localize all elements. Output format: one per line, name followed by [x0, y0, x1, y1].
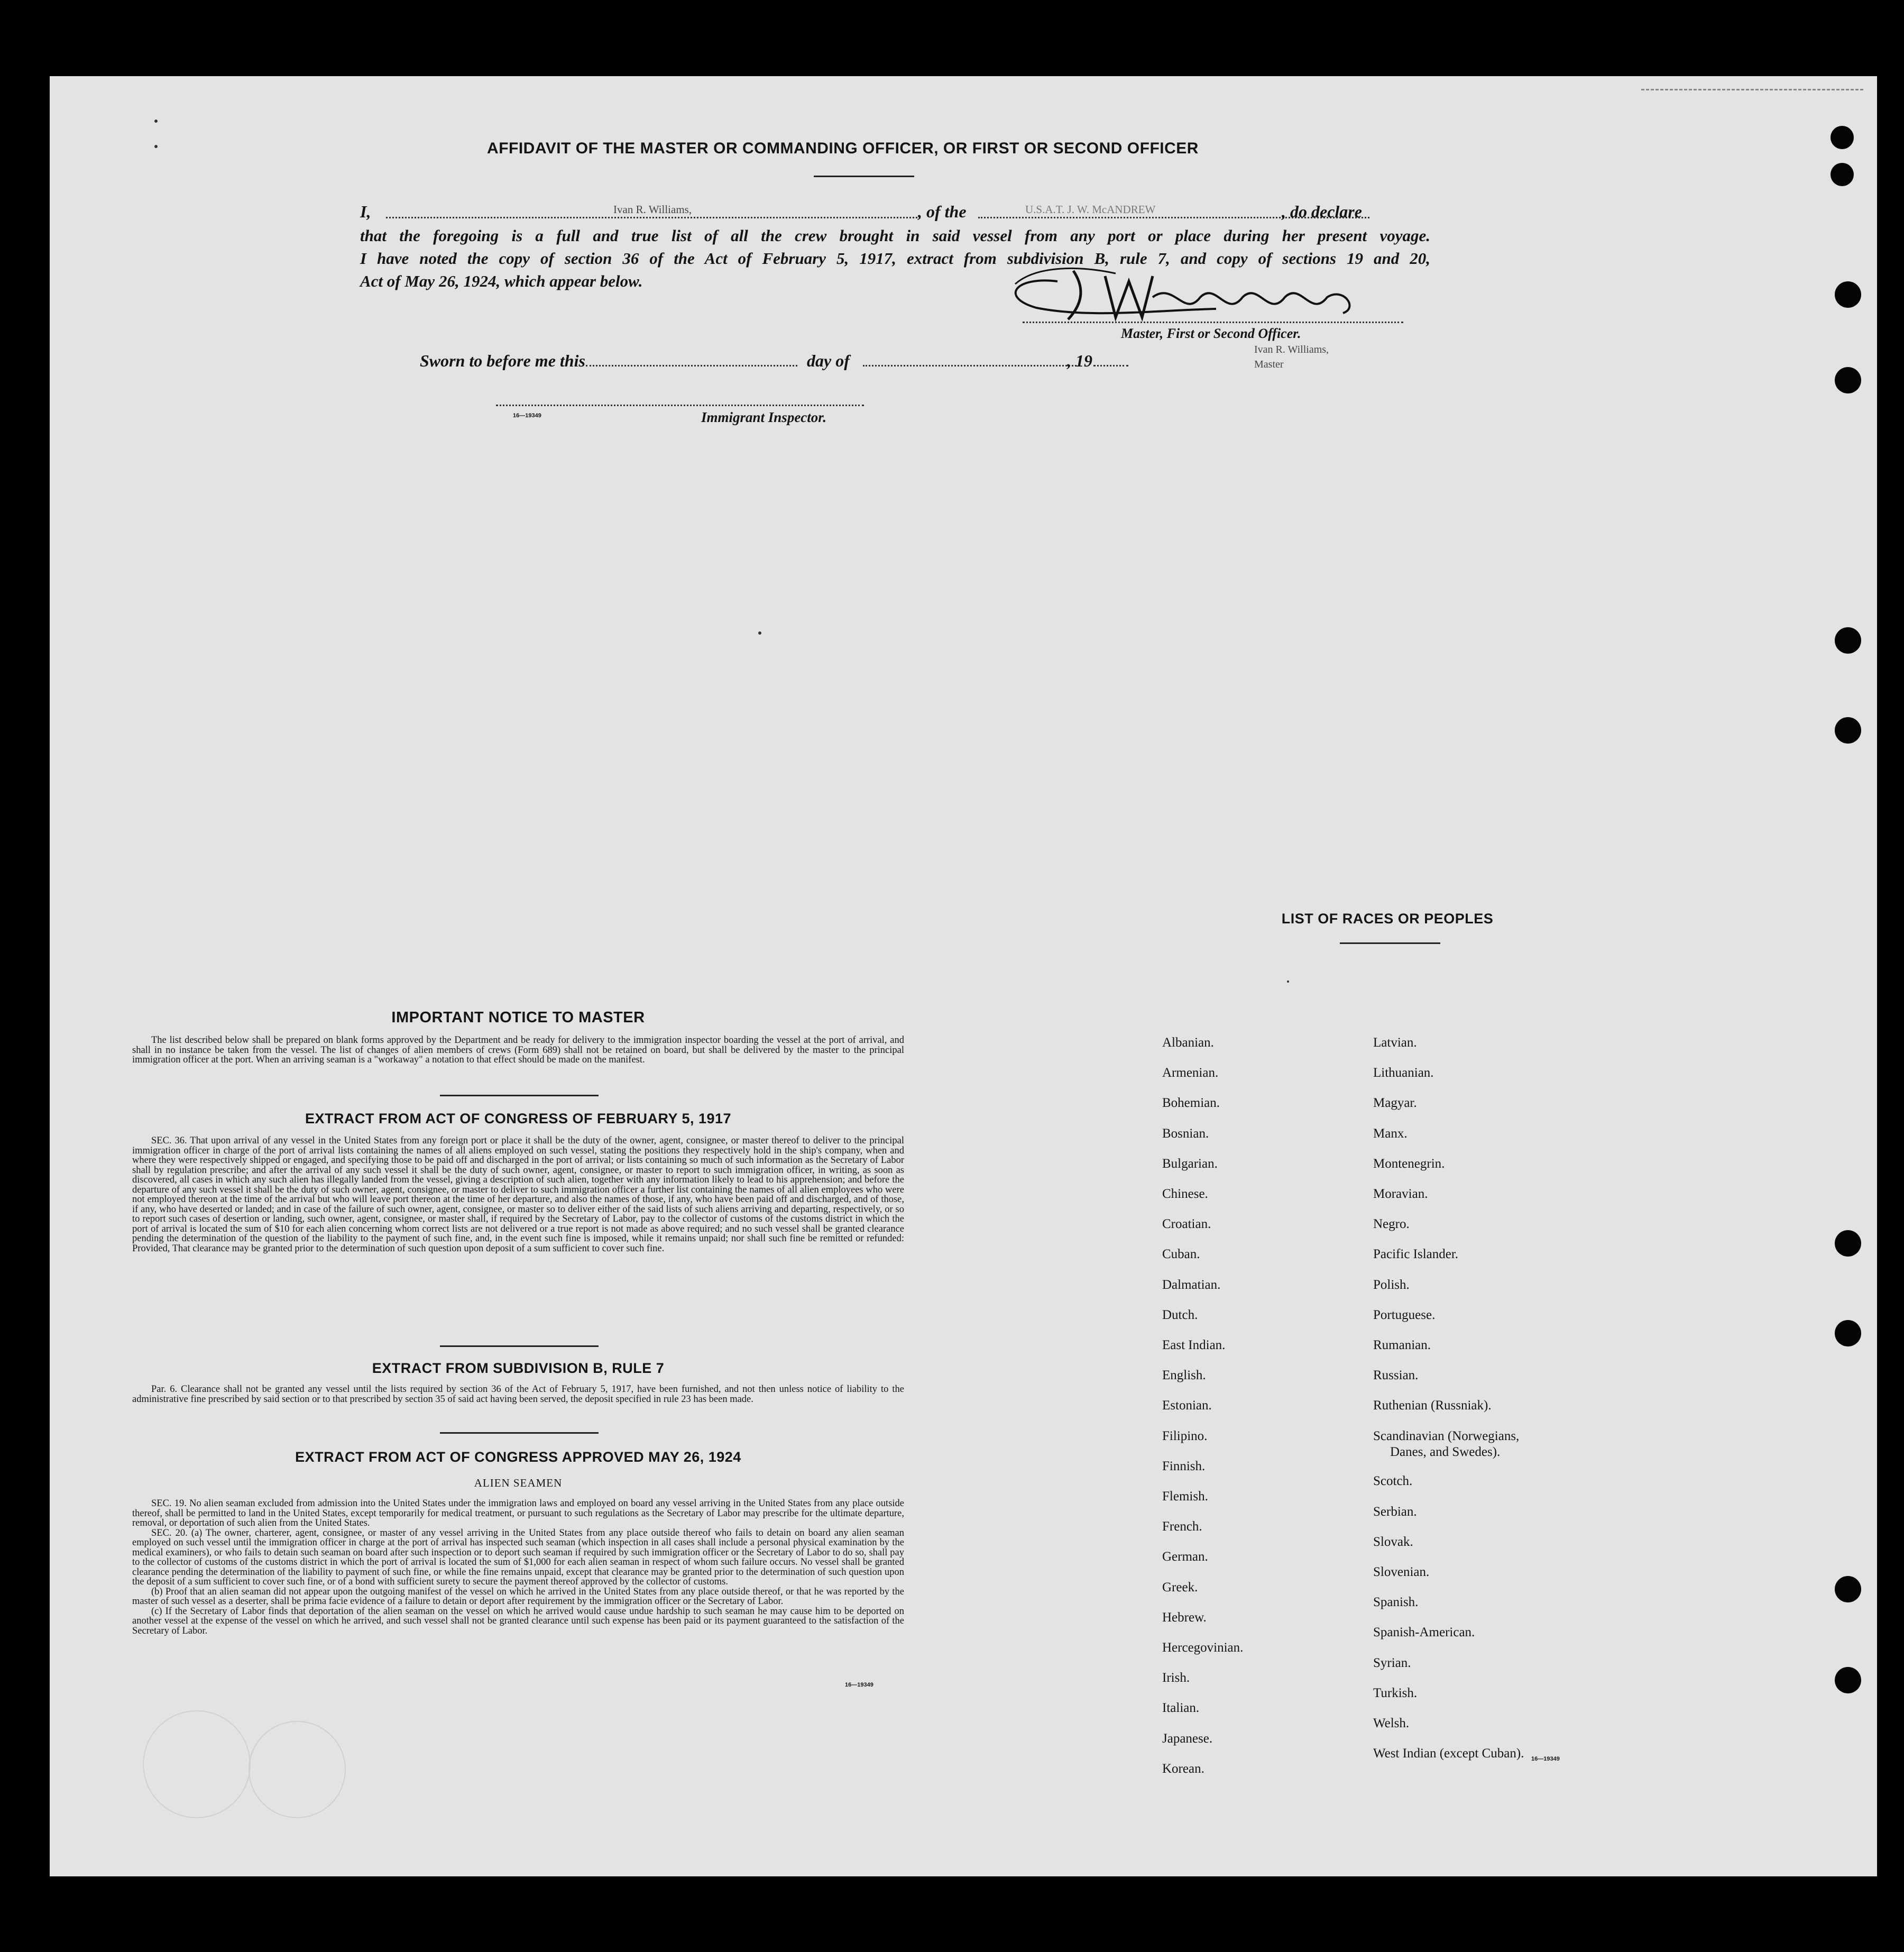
- race-item: Slovenian.: [1373, 1565, 1430, 1579]
- punch-hole: [1835, 1576, 1861, 1602]
- affidavit-line-4: Act of May 26, 1924, which appear below.: [360, 272, 643, 290]
- sworn-year-line: [1093, 365, 1128, 366]
- extract-1917-divider: [440, 1345, 599, 1347]
- top-scan-artifact: [1641, 89, 1863, 96]
- faint-stamp-2: [249, 1721, 346, 1818]
- do-declare-label: , do declare: [1282, 202, 1362, 221]
- race-item: East Indian.: [1162, 1338, 1226, 1352]
- race-item: Bohemian.: [1162, 1096, 1220, 1111]
- race-item: Dalmatian.: [1162, 1277, 1221, 1292]
- subdivision-divider: [440, 1432, 599, 1434]
- extract-form-code: 16—19349: [845, 1682, 873, 1688]
- name-typed: Ivan R. Williams,: [613, 203, 692, 216]
- race-item: Scotch.: [1373, 1474, 1413, 1489]
- race-item: Filipino.: [1162, 1428, 1208, 1443]
- subdivision-text: [132, 1385, 904, 1404]
- signature: [994, 260, 1412, 324]
- race-item: Syrian.: [1373, 1655, 1411, 1670]
- affidavit-line-2: that the foregoing is a full and true list of all the crew brought in said vessel from any port or place during her present voyage.: [360, 226, 1430, 245]
- race-item: Croatian.: [1162, 1217, 1211, 1232]
- speck: [154, 120, 158, 123]
- race-item: English.: [1162, 1368, 1206, 1383]
- race-item: Hebrew.: [1162, 1610, 1207, 1625]
- year-label: , 19: [1067, 351, 1092, 370]
- signature-line: [1023, 322, 1403, 323]
- day-of-label: day of: [807, 351, 850, 370]
- race-item: Armenian.: [1162, 1066, 1219, 1080]
- race-item: Spanish-American.: [1373, 1625, 1475, 1640]
- sec-36-paragraph: SEC. 36. That upon arrival of any vessel in the United States from any foreign port or place it shall be the duty of the owner, agent, consignee, or master thereof to deliver to the principal immigration officer in charge of the port of arrival lists containing the names of all aliens employed on such vessel, stating the positions they respectively hold in the ship's company, when and where they were respectively shipped or engaged, and specifying those to be paid off and discharged in the port of arrival; or lists containing so much of such information as the Secretary of Labor shall by regulation prescribe; and after the arrival of any such vessel it shall be the duty of such owner, agent, consignee, or master to report to such immigration officer, in writing, as soon as discovered, all cases in which any such alien has illegally landed from the vessel, giving a description of such alien, together with any information likely to lead to his apprehension; and before the departure of any such vessel it shall be the duty of such owner, agent, consignee, or master to deliver to such immigration officer a further list containing the names of all alien employees who were not employed thereon at the time of the arrival but who will leave port thereon at the time of her departure, and also the names of those, if any, who have been paid off and discharged, and of those, if any, who have deserted or landed; and in case of the failure of such owner, agent, consignee, or master so to deliver either of the said lists of such aliens arriving and departing, respectively, or so to report such cases of desertion or landing, such owner, agent, consignee, or master shall, if required by the Secretary of Labor, pay to the collector of customs of the customs district in which the port of arrival is located the sum of $10 for each alien concerning whom correct lists are not delivered or a true report is not made as above required; and no such vessel shall be granted clearance pending the determination of the question of the liability to the payment of such fine, and, in the event such fine is imposed, while it remains unpaid; nor shall such fine be remitted or refunded: Provided, That clearance may be granted prior to the determination of such question upon deposit of a sum sufficient to cover such fine.: [132, 1135, 904, 1254]
- race-item: Estonian.: [1162, 1398, 1212, 1413]
- title-underline: [814, 176, 914, 177]
- sworn-month-line: [863, 365, 1080, 366]
- race-item: Finnish.: [1162, 1459, 1206, 1473]
- race-item: Hercegovinian.: [1162, 1641, 1244, 1655]
- sworn-day-line: [586, 365, 797, 366]
- inspector-label: Immigrant Inspector.: [701, 409, 827, 425]
- race-item: Flemish.: [1162, 1489, 1208, 1504]
- race-item: German.: [1162, 1550, 1208, 1564]
- race-item: Cuban.: [1162, 1247, 1200, 1262]
- race-item: Magyar.: [1373, 1096, 1417, 1111]
- sec-20a-paragraph: SEC. 20. (a) The owner, charterer, agent, consignee, or master of any vessel arriving in the United States from any place outside thereof who fails to detain on board any alien seaman employed on such vessel until the immigration officer in charge at the port of arrival has inspected such seaman (which inspection in all cases shall include a personal physical examination by the medical examiners), or who fails to detain such seaman on board after such inspection or to deport such seaman if required by such immigration officer or the Secretary of Labor to do so, shall pay to the collector of customs of the customs district in which the port of arrival is located the sum of $1,000 for each alien seaman in respect of whom such failure occurs. No vessel shall be granted clearance pending the determination of the liability to payment of such fine, or while the fine remains unpaid, except that clearance may be granted prior to the determination of such question upon the deposit of a sum sufficient to cover such fine, or of a bond with sufficient surety to secure the payment thereof approved by the collector of customs.: [132, 1527, 904, 1587]
- name-line: [386, 217, 917, 218]
- race-item: Bosnian.: [1162, 1126, 1209, 1141]
- race-item: Korean.: [1162, 1761, 1204, 1776]
- affidavit-title: AFFIDAVIT OF THE MASTER OR COMMANDING OFFICER, OR FIRST OR SECOND OFFICER: [487, 140, 1199, 157]
- affidavit-form-code: 16—19349: [513, 413, 541, 419]
- notice-paragraph: The list described below shall be prepared on blank forms approved by the Department and be ready for delivery to the immigration inspector boarding the vessel at the port of arrival, and shall in no instance be taken from the vessel. The list of changes of alien members of crews (Form 689) shall not be retained on board, but shall be delivered by the master to the principal immigration officer at the port. When an arriving seaman is a "workaway" a notation to that effect should be made on the manifest.: [132, 1035, 904, 1065]
- race-item: Japanese.: [1162, 1731, 1213, 1746]
- sworn-label: Sworn to before me this: [420, 351, 585, 370]
- affidavit-line-3: I have noted the copy of section 36 of the Act of February 5, 1917, extract from subdivision B, rule 7, and copy of sections 19 and 20,: [360, 249, 1430, 268]
- race-item: Dutch.: [1162, 1307, 1198, 1322]
- punch-hole: [1835, 1230, 1861, 1257]
- sec-19-paragraph: SEC. 19. No alien seaman excluded from admission into the United States under the immigration laws and employed on board any vessel arriving in the United States from any place outside thereof, shall be permitted to land in the United States, except temporarily for medical treatment, or pursuant to such regulations as the Secretary of Labor may prescribe for the ultimate departure, removal, or deportation of such alien from the United States.: [132, 1498, 904, 1528]
- notice-divider: [440, 1095, 599, 1096]
- races-title-underline: [1340, 942, 1440, 944]
- inspector-line: [496, 405, 864, 406]
- race-item-continuation: Danes, and Swedes).: [1390, 1444, 1501, 1459]
- signer-name-typed: Ivan R. Williams,: [1254, 344, 1329, 355]
- sec-20b-paragraph: (b) Proof that an alien seaman did not appear upon the outgoing manifest of the vessel on which he arrived in the United States from any place outside thereof, or that he was reported by the master of such vessel as a deserter, shall be prima facie evidence of a failure to detain or deport after requirement by the immigration officer or the Secretary of Labor.: [132, 1586, 904, 1607]
- notice-text: [132, 1035, 904, 1065]
- race-item: Pacific Islander.: [1373, 1247, 1459, 1262]
- punch-hole: [1835, 717, 1861, 744]
- extract-1917-title: EXTRACT FROM ACT OF CONGRESS OF FEBRUARY 5, 1917: [305, 1111, 732, 1126]
- sec-20c-paragraph: (c) If the Secretary of Labor finds that deportation of the alien seaman on the vessel on which he arrived would cause undue hardship to such seaman he may cause him to be deported on another vessel at the expense of the vessel on which he arrived, and such vessel shall not be granted clearance until such expense has been paid or its payment guaranteed to the satisfaction of the Secretary of Labor.: [132, 1606, 904, 1636]
- document-page: [50, 76, 1877, 1876]
- race-item: Bulgarian.: [1162, 1156, 1218, 1171]
- speck: [758, 631, 761, 635]
- punch-hole: [1831, 126, 1854, 149]
- race-item: Portuguese.: [1373, 1307, 1436, 1322]
- punch-hole: [1835, 1320, 1861, 1346]
- extract-1924-text: [132, 1499, 904, 1636]
- race-item: Negro.: [1373, 1217, 1410, 1232]
- race-item: Slovak.: [1373, 1534, 1413, 1549]
- race-item: Moravian.: [1373, 1187, 1428, 1201]
- extract-1924-title: EXTRACT FROM ACT OF CONGRESS APPROVED MAY 26, 1924: [295, 1449, 741, 1465]
- signature-scrawl-icon: [994, 260, 1412, 324]
- race-item: Lithuanian.: [1373, 1066, 1434, 1080]
- par-6-paragraph: Par. 6. Clearance shall not be granted any vessel until the lists required by section 36 of the Act of February 5, 1917, have been furnished, and not then unless notice of liability to the administrative fine prescribed by said section or to that prescribed by section 35 of said act having been served, the deposit specified in rule 23 has been made.: [132, 1384, 904, 1405]
- race-item: Greek.: [1162, 1580, 1198, 1594]
- signer-role: Master, First or Second Officer.: [1121, 326, 1301, 341]
- race-item: Italian.: [1162, 1701, 1200, 1716]
- punch-hole: [1831, 163, 1854, 186]
- of-the-label: , of the: [918, 202, 967, 221]
- alien-seamen-subtitle: ALIEN SEAMEN: [474, 1477, 563, 1489]
- races-form-code: 16—19349: [1531, 1756, 1560, 1762]
- race-item: Turkish.: [1373, 1685, 1418, 1700]
- race-item: Manx.: [1373, 1126, 1408, 1141]
- race-item: Montenegrin.: [1373, 1156, 1445, 1171]
- race-item: West Indian (except Cuban).: [1373, 1746, 1524, 1761]
- race-item: Welsh.: [1373, 1716, 1410, 1730]
- punch-hole: [1835, 367, 1861, 393]
- extract-1917-text: [132, 1136, 904, 1253]
- race-item: Spanish.: [1373, 1595, 1419, 1610]
- faint-stamp: [143, 1710, 251, 1818]
- race-item: Rumanian.: [1373, 1338, 1431, 1352]
- i-label: I,: [360, 202, 371, 221]
- race-item: Serbian.: [1373, 1504, 1417, 1519]
- races-title: LIST OF RACES OR PEOPLES: [1281, 911, 1494, 927]
- subdivision-title: EXTRACT FROM SUBDIVISION B, RULE 7: [372, 1360, 665, 1376]
- race-item: Ruthenian (Russniak).: [1373, 1398, 1492, 1413]
- speck: [154, 145, 158, 148]
- speck: [1287, 980, 1289, 983]
- signer-title-typed: Master: [1254, 359, 1284, 370]
- race-item: Scandinavian (Norwegians,: [1373, 1428, 1520, 1443]
- punch-hole: [1835, 281, 1861, 308]
- race-item: Polish.: [1373, 1277, 1410, 1292]
- race-item: Russian.: [1373, 1368, 1419, 1383]
- notice-title: IMPORTANT NOTICE TO MASTER: [391, 1009, 645, 1026]
- punch-hole: [1835, 627, 1861, 654]
- race-item: French.: [1162, 1519, 1202, 1534]
- punch-hole: [1835, 1667, 1861, 1693]
- race-item: Irish.: [1162, 1671, 1190, 1685]
- vessel-typed: U.S.A.T. J. W. McANDREW: [1025, 203, 1156, 216]
- race-item: Latvian.: [1373, 1035, 1417, 1050]
- race-item: Albanian.: [1162, 1035, 1214, 1050]
- race-item: Chinese.: [1162, 1187, 1208, 1201]
